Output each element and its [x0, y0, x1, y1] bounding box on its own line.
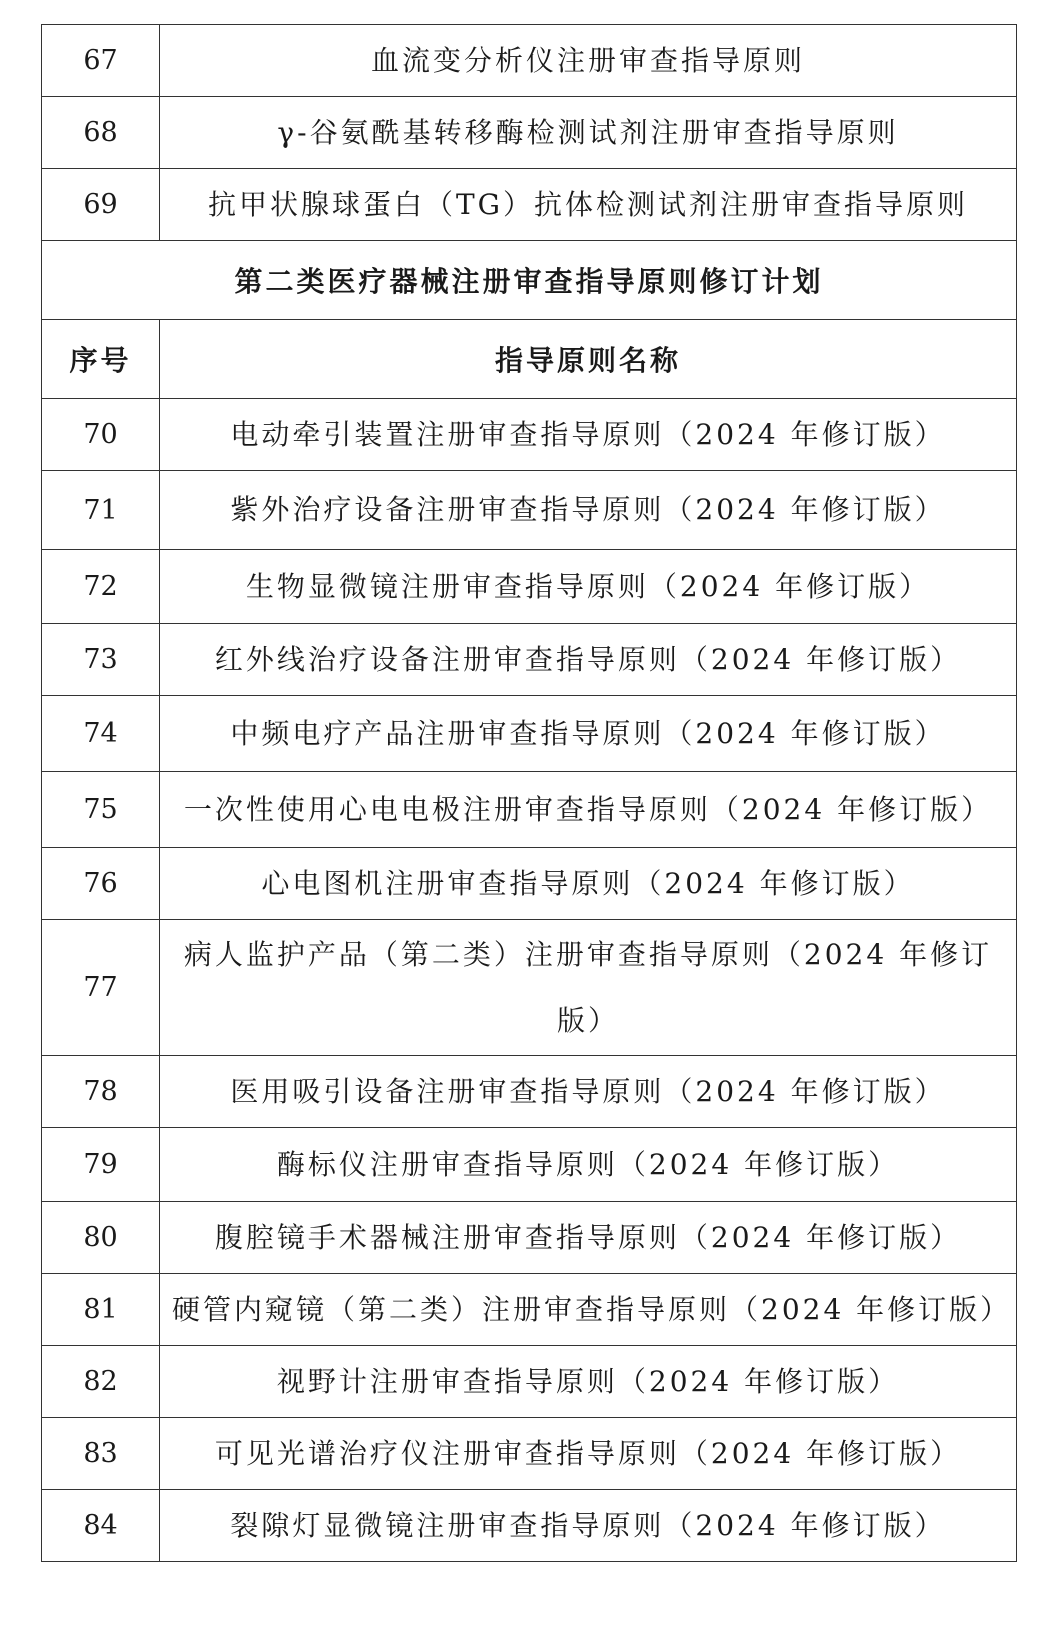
- header-row: [42, 320, 1017, 399]
- column-header-number: 序号: [42, 320, 160, 399]
- row-name: 病人监护产品（第二类）注册审查指导原则（2024 年修订版）: [160, 920, 1017, 1056]
- row-name: 裂隙灯显微镜注册审查指导原则（2024 年修订版）: [160, 1490, 1017, 1562]
- table-row: [42, 696, 1017, 772]
- row-number: 72: [42, 550, 160, 624]
- row-number: 77: [42, 920, 160, 1056]
- row-name: 医用吸引设备注册审查指导原则（2024 年修订版）: [160, 1056, 1017, 1128]
- section-title: 第二类医疗器械注册审查指导原则修订计划: [42, 241, 1017, 320]
- table-row: [42, 550, 1017, 624]
- row-name: 心电图机注册审查指导原则（2024 年修订版）: [160, 848, 1017, 920]
- row-number: 76: [42, 848, 160, 920]
- row-name: 红外线治疗设备注册审查指导原则（2024 年修订版）: [160, 624, 1017, 696]
- guidelines-table: [41, 24, 1017, 1562]
- table-row: [42, 1346, 1017, 1418]
- row-name: γ-谷氨酰基转移酶检测试剂注册审查指导原则: [160, 97, 1017, 169]
- row-name: 抗甲状腺球蛋白（TG）抗体检测试剂注册审查指导原则: [160, 169, 1017, 241]
- row-number: 81: [42, 1274, 160, 1346]
- row-number: 83: [42, 1418, 160, 1490]
- row-number: 69: [42, 169, 160, 241]
- row-number: 67: [42, 25, 160, 97]
- table-row: [42, 848, 1017, 920]
- table-row: [42, 169, 1017, 241]
- column-header-name: 指导原则名称: [160, 320, 1017, 399]
- row-number: 68: [42, 97, 160, 169]
- row-name: 可见光谱治疗仪注册审查指导原则（2024 年修订版）: [160, 1418, 1017, 1490]
- table-row: [42, 624, 1017, 696]
- row-number: 73: [42, 624, 160, 696]
- row-name: 腹腔镜手术器械注册审查指导原则（2024 年修订版）: [160, 1202, 1017, 1274]
- table-row: [42, 97, 1017, 169]
- row-number: 71: [42, 471, 160, 550]
- table-row: [42, 471, 1017, 550]
- table-row: [42, 1202, 1017, 1274]
- row-number: 75: [42, 772, 160, 848]
- row-name: 血流变分析仪注册审查指导原则: [160, 25, 1017, 97]
- table-row: [42, 1128, 1017, 1202]
- row-name: 酶标仪注册审查指导原则（2024 年修订版）: [160, 1128, 1017, 1202]
- row-number: 82: [42, 1346, 160, 1418]
- table-row: [42, 1274, 1017, 1346]
- table-row: [42, 1418, 1017, 1490]
- row-number: 84: [42, 1490, 160, 1562]
- row-name: 电动牵引装置注册审查指导原则（2024 年修订版）: [160, 399, 1017, 471]
- row-number: 80: [42, 1202, 160, 1274]
- table-row: [42, 1490, 1017, 1562]
- row-name: 硬管内窥镜（第二类）注册审查指导原则（2024 年修订版）: [160, 1274, 1017, 1346]
- row-name: 一次性使用心电电极注册审查指导原则（2024 年修订版）: [160, 772, 1017, 848]
- row-name: 视野计注册审查指导原则（2024 年修订版）: [160, 1346, 1017, 1418]
- table-row: [42, 1056, 1017, 1128]
- row-name: 中频电疗产品注册审查指导原则（2024 年修订版）: [160, 696, 1017, 772]
- row-number: 70: [42, 399, 160, 471]
- row-number: 79: [42, 1128, 160, 1202]
- table-row: [42, 772, 1017, 848]
- section-title-row: [42, 241, 1017, 320]
- table-row: [42, 920, 1017, 1056]
- row-name: 生物显微镜注册审查指导原则（2024 年修订版）: [160, 550, 1017, 624]
- row-number: 78: [42, 1056, 160, 1128]
- row-number: 74: [42, 696, 160, 772]
- table-row: [42, 25, 1017, 97]
- table-row: [42, 399, 1017, 471]
- row-name: 紫外治疗设备注册审查指导原则（2024 年修订版）: [160, 471, 1017, 550]
